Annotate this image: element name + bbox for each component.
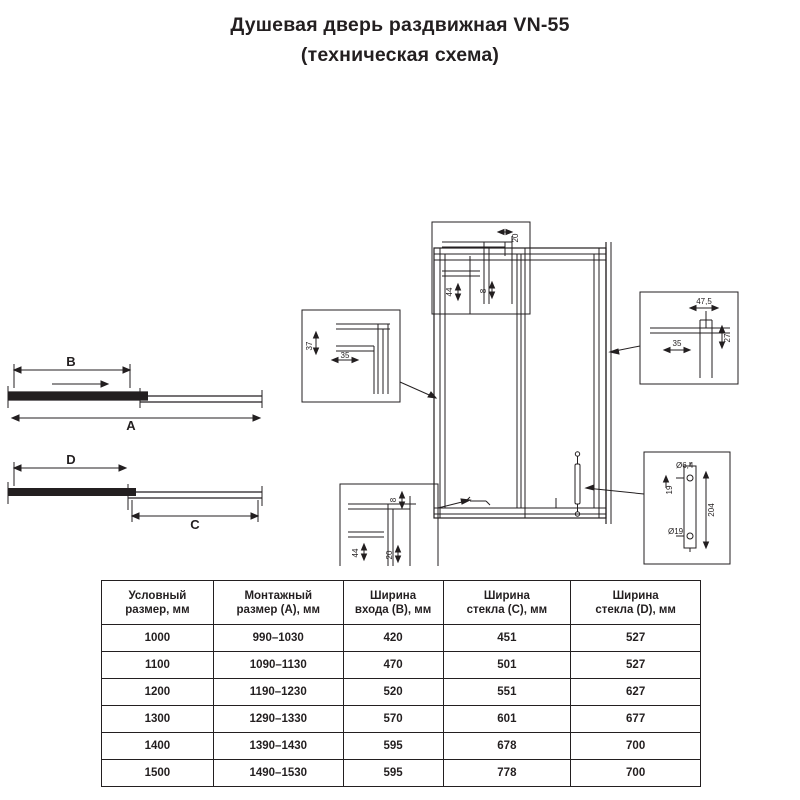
table-cell: 551 xyxy=(443,679,571,706)
header-line: Ширина xyxy=(483,589,530,602)
table-cell: 595 xyxy=(343,733,443,760)
door-handle xyxy=(575,452,580,516)
label-b: B xyxy=(66,354,76,369)
technical-drawing-svg xyxy=(0,96,800,566)
table-header-cell xyxy=(213,581,343,625)
table-header-cell xyxy=(102,581,214,625)
table-cell: 677 xyxy=(571,706,701,733)
table-cell: 470 xyxy=(343,652,443,679)
table-cell: 627 xyxy=(571,679,701,706)
dim-tr-3: 35 xyxy=(672,339,682,348)
table-cell: 527 xyxy=(571,652,701,679)
header-line: размер, мм xyxy=(125,603,190,616)
table-cell: 420 xyxy=(343,625,443,652)
header-line: Условный xyxy=(128,589,187,602)
table-cell: 990–1030 xyxy=(213,625,343,652)
table-cell: 700 xyxy=(571,733,701,760)
label-c: C xyxy=(190,517,200,532)
plan-view-ab xyxy=(8,364,262,421)
page-title xyxy=(0,10,800,70)
dim-bl-3: 44 xyxy=(351,548,360,558)
table-cell: 1200 xyxy=(102,679,214,706)
dim-tm-3: 8 xyxy=(479,288,488,294)
dim-tl-1: 37 xyxy=(305,341,314,351)
dim-bl-2: 20 xyxy=(385,550,394,560)
dim-tl-2: 35 xyxy=(340,351,350,360)
table-header-cell xyxy=(571,581,701,625)
page-title-line1: Душевая дверь раздвижная VN-55 xyxy=(230,14,570,36)
table-cell: 1190–1230 xyxy=(213,679,343,706)
table-row xyxy=(102,679,701,706)
table-row xyxy=(102,733,701,760)
dim-handle-1: Ø6,4 xyxy=(676,461,694,470)
header-line: Ширина xyxy=(370,589,417,602)
header-line: размер (A), мм xyxy=(236,603,320,616)
table-cell: 1500 xyxy=(102,760,214,787)
table-cell: 1100 xyxy=(102,652,214,679)
dim-handle-3: 204 xyxy=(707,503,716,517)
header-line: стекла (C), мм xyxy=(466,603,548,616)
dim-bl-1: 8 xyxy=(389,497,398,503)
dim-tm-2: 44 xyxy=(445,287,454,297)
dim-tm-1: 20 xyxy=(511,233,520,243)
label-d: D xyxy=(66,452,76,467)
table-cell: 520 xyxy=(343,679,443,706)
table-row xyxy=(102,625,701,652)
table-cell: 451 xyxy=(443,625,571,652)
detail-top-left xyxy=(302,310,436,402)
table-cell: 1290–1330 xyxy=(213,706,343,733)
dim-handle-4: Ø19 xyxy=(668,527,684,536)
dim-tr-2: 27 xyxy=(723,333,732,343)
table-cell: 601 xyxy=(443,706,571,733)
door-elevation xyxy=(434,242,611,524)
table-cell: 700 xyxy=(571,760,701,787)
table-header-row xyxy=(102,581,701,625)
table-header-cell xyxy=(343,581,443,625)
table-header-cell xyxy=(443,581,571,625)
table-cell: 778 xyxy=(443,760,571,787)
table-cell: 1000 xyxy=(102,625,214,652)
table-cell: 1390–1430 xyxy=(213,733,343,760)
dim-handle-2: 19 xyxy=(665,485,674,495)
table-cell: 527 xyxy=(571,625,701,652)
table-cell: 1490–1530 xyxy=(213,760,343,787)
plan-view-cd xyxy=(8,462,262,522)
header-line: входа (B), мм xyxy=(354,603,432,616)
table-row xyxy=(102,706,701,733)
specification-table xyxy=(101,580,701,787)
detail-top-right xyxy=(610,292,738,384)
table-cell: 1400 xyxy=(102,733,214,760)
header-line: Ширина xyxy=(612,589,659,602)
table-cell: 678 xyxy=(443,733,571,760)
table-row xyxy=(102,652,701,679)
table-cell: 570 xyxy=(343,706,443,733)
table-cell: 501 xyxy=(443,652,571,679)
label-a: A xyxy=(126,418,136,433)
header-line: стекла (D), мм xyxy=(595,603,676,616)
table-cell: 595 xyxy=(343,760,443,787)
table-cell: 1300 xyxy=(102,706,214,733)
dim-tr-1: 47,5 xyxy=(696,297,712,306)
header-line: Монтажный xyxy=(244,589,313,602)
page-title-line2: (техническая схема) xyxy=(300,44,500,66)
table-row xyxy=(102,760,701,787)
drawing-area xyxy=(0,96,800,566)
table-cell: 1090–1130 xyxy=(213,652,343,679)
